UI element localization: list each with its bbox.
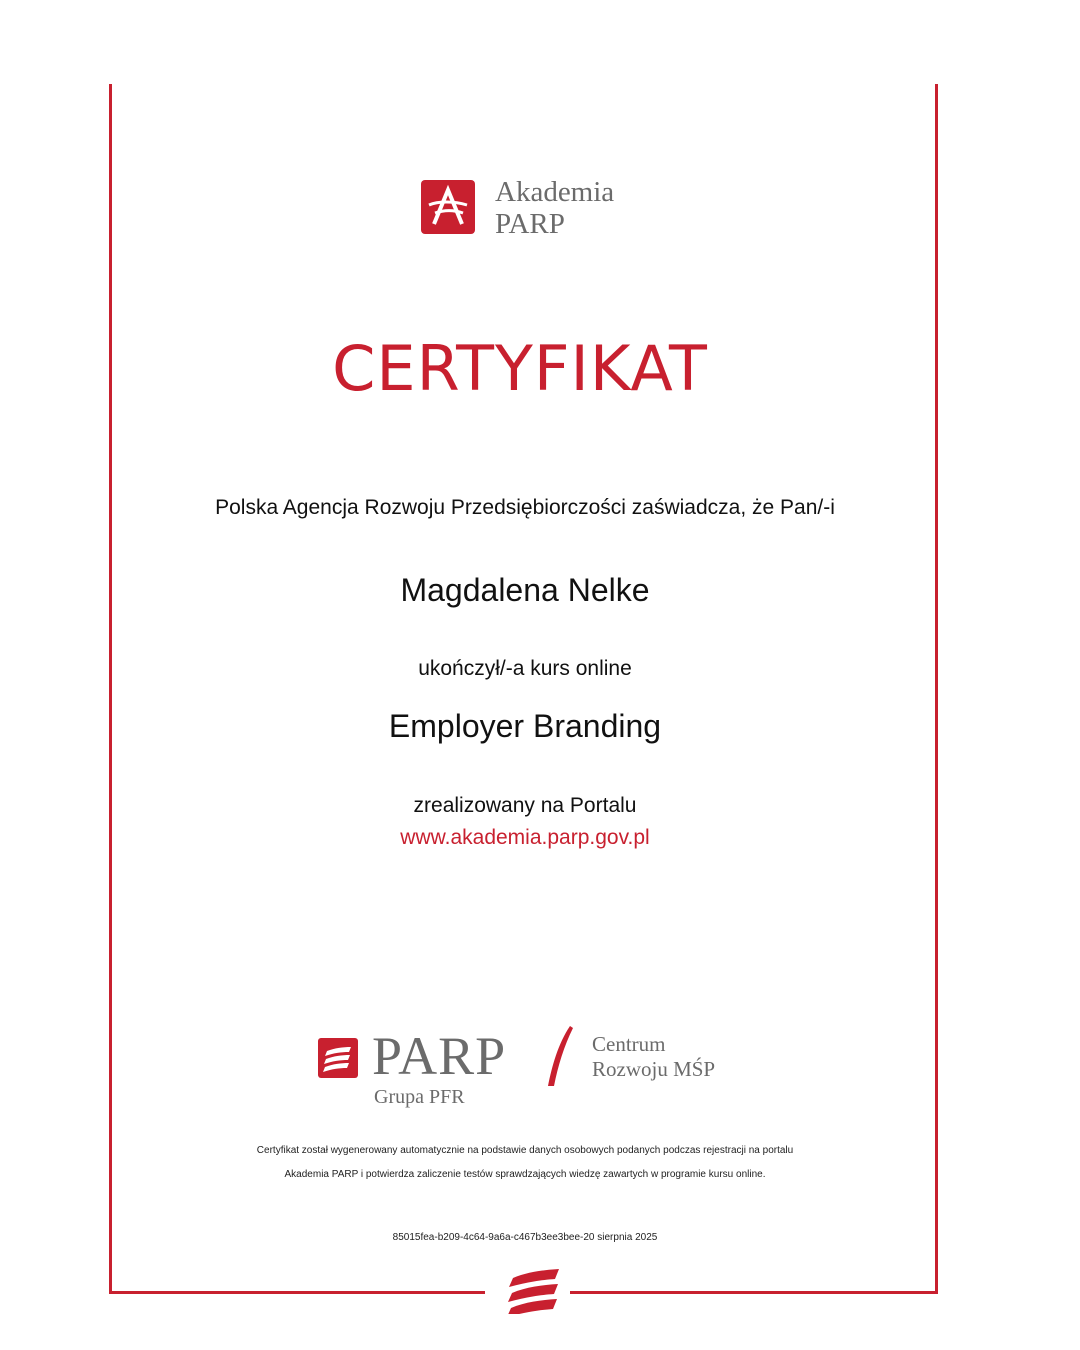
- akademia-logo-text: [495, 176, 614, 240]
- parp-group-label: Grupa PFR: [374, 1086, 465, 1108]
- red-slash-icon: [540, 1024, 576, 1088]
- parp-flag-stripes-icon: [503, 1266, 563, 1314]
- parp-logo-word: PARP: [372, 1026, 507, 1086]
- parp-centrum-logo: [318, 1024, 758, 1114]
- certificate-intro: Polska Agencja Rozwoju Przedsiębiorczości zaświadcza, że Pan/-i: [215, 496, 835, 519]
- akademia-logo-line2: PARP: [495, 208, 565, 240]
- footer-note-line2: Akademia PARP i potwierdza zaliczenie testów sprawdzających wiedzę zawartych w programie kursu online.: [284, 1169, 766, 1180]
- centrum-line2: Rozwoju MŚP: [592, 1057, 716, 1081]
- certificate-title: CERTYFIKAT: [332, 332, 708, 405]
- akademia-a-badge-icon: [421, 180, 475, 234]
- parp-stripes-icon: [318, 1038, 358, 1078]
- recipient-name: Magdalena Nelke: [400, 572, 650, 608]
- completion-text: ukończył/-a kurs online: [418, 657, 632, 680]
- certificate-frame-left: [109, 84, 112, 1294]
- portal-link[interactable]: www.akademia.parp.gov.pl: [400, 826, 650, 849]
- certificate-frame-bottom-right: [570, 1291, 938, 1294]
- portal-text: zrealizowany na Portalu: [413, 794, 637, 817]
- akademia-logo-line1: Akademia: [495, 176, 615, 208]
- certificate-frame-bottom-left: [109, 1291, 485, 1294]
- course-name: Employer Branding: [388, 708, 662, 744]
- akademia-parp-logo: [421, 176, 661, 240]
- certificate-id: 85015fea-b209-4c64-9a6a-c467b3ee3bee-20 sierpnia 2025: [392, 1232, 658, 1243]
- footer-note-line1: Certyfikat został wygenerowany automatycznie na podstawie danych osobowych podanych podczas rejestracji na portalu: [256, 1145, 794, 1156]
- centrum-line1: Centrum: [592, 1032, 666, 1056]
- centrum-logo-text: [592, 1032, 715, 1082]
- certificate-frame-right: [935, 84, 938, 1294]
